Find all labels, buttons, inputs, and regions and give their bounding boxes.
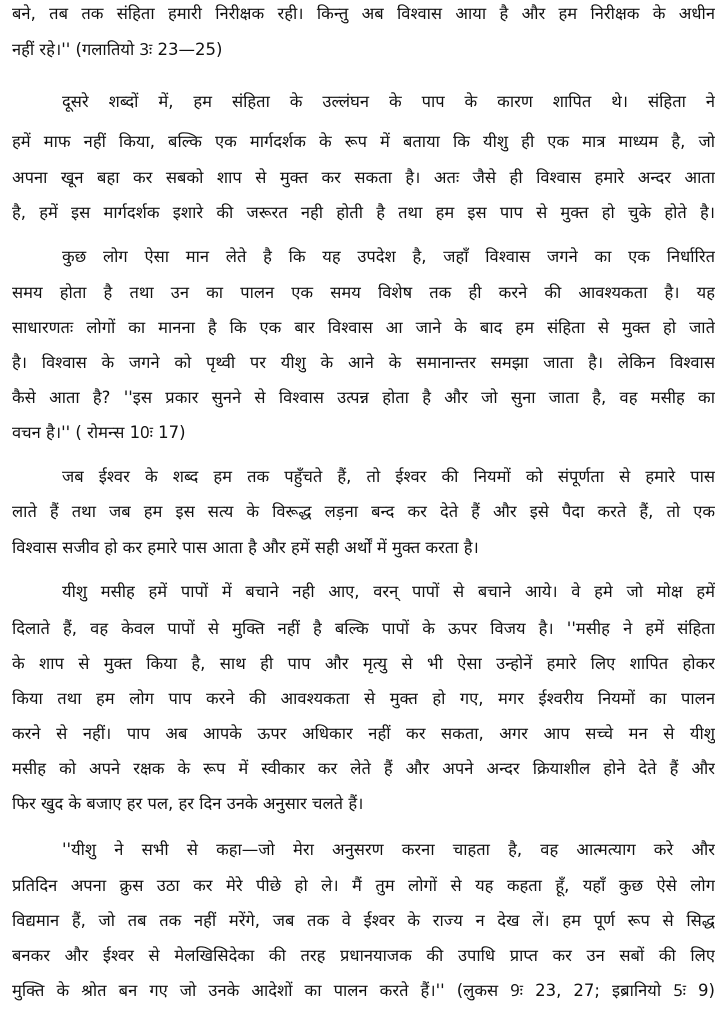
paragraph-6-line-5: मुक्ति के श्रोत बन गए जो उनके आदेशों का पालन करते हैं।'' (लुकस 9ः 23, 27; इब्रानियो 5ः 9) (12, 981, 715, 1000)
paragraph-4-line-2: लाते हैं तथा जब हम इस सत्य के विरूद्ध लड़ना बन्द कर देते हैं और इसे पैदा करते हैं, तो एक (12, 502, 715, 521)
paragraph-4-line-1: जब ईश्वर के शब्द हम तक पहुँचते हैं, तो ईश्वर की नियमों को संपूर्णता से हमारे पास (62, 467, 715, 486)
paragraph-5-line-4: किया तथा हम लोग पाप करने की आवश्यकता से मुक्त हो गए, मगर ईश्वरीय नियमों का पालन (12, 689, 715, 708)
paragraph-2-line-3: अपना खून बहा कर सबको शाप से मुक्त कर सकता है। अतः जैसे ही विश्वास हमारे अन्दर आता (12, 168, 715, 187)
paragraph-4-line-3: विश्वास सजीव हो कर हमारे पास आता है और हमें सही अर्थों में मुक्त करता है। (12, 538, 479, 557)
paragraph-3-line-3: साधारणतः लोगों का मानना है कि एक बार विश्वास आ जाने के बाद हम संहिता से मुक्त हो जाते (12, 318, 715, 337)
paragraph-5-line-6: मसीह को अपने रक्षक के रूप में स्वीकार कर लेते हैं और अपने अन्दर क्रियाशील होने देते हैं और (12, 759, 715, 778)
paragraph-1-line-2: नहीं रहे।'' (गलातियो 3ः 23—25) (12, 40, 223, 59)
paragraph-6-line-2: प्रतिदिन अपना क्रुस उठा कर मेरे पीछे हो ले। मैं तुम लोगों से यह कहता हूँ, यहाँ कुछ ऐसे लोग (12, 876, 715, 895)
paragraph-2-line-1: दूसरे शब्दों में, हम संहिता के उल्लंघन के पाप के कारण शापित थे। संहिता ने (62, 92, 715, 111)
paragraph-6-line-4: बनकर और ईश्वर से मेलखिसिदेका की तरह प्रधानयाजक की उपाधि प्राप्त कर उन सबों की लिए (12, 946, 715, 965)
paragraph-6-line-1: ''यीशु ने सभी से कहा—जो मेरा अनुसरण करना चाहता है, वह आत्मत्याग करे और (62, 840, 715, 859)
paragraph-3-line-4: है। विश्वास के जगने को पृथ्वी पर यीशु के आने के समानान्तर समझा जाता है। लेकिन विश्वास (12, 353, 715, 372)
paragraph-1-line-1: बने, तब तक संहिता हमारी निरीक्षक रही। किन्तु अब विश्वास आया है और हम निरीक्षक के अधीन (12, 4, 715, 23)
paragraph-2-line-4: है, हमें इस मार्गदर्शक इशारे की जरूरत नही होती है तथा हम इस पाप से मुक्त हो चुके होते है। (12, 203, 715, 222)
paragraph-3-line-5: कैसे आता है? ''इस प्रकार सुनने से विश्वास उत्पन्न होता है और जो सुना जाता है, वह मसीह का (12, 388, 715, 407)
paragraph-5-line-2: दिलाते हैं, वह केवल पापों से मुक्ति नहीं है बल्कि पापों के ऊपर विजय है। ''मसीह ने हमें संहिता (12, 619, 715, 638)
paragraph-5-line-1: यीशु मसीह हमें पापों में बचाने नही आए, वरन् पापों से बचाने आये। वे हमे जो मोक्ष हमें (62, 582, 715, 601)
paragraph-5-line-3: के शाप से मुक्त किया है, साथ ही पाप और मृत्यु से भी ऐसा उन्होनें हमारे लिए शापित होकर (12, 654, 715, 673)
paragraph-3-line-6: वचन है।'' ( रोमन्स 10ः 17) (12, 423, 186, 442)
paragraph-3-line-1: कुछ लोग ऐसा मान लेते है कि यह उपदेश है, जहाँ विश्वास जगने का एक निर्धारित (62, 247, 715, 266)
paragraph-5-line-5: करने से नहीं। पाप अब आपके ऊपर अधिकार नहीं कर सकता, अगर आप सच्चे मन से यीशु (12, 724, 715, 743)
paragraph-5-line-7: फिर खुद के बजाए हर पल, हर दिन उनके अनुसार चलते हैं। (12, 794, 364, 813)
paragraph-2-line-2: हमें माफ नहीं किया, बल्कि एक मार्गदर्शक के रूप में बताया कि यीशु ही एक मात्र माध्यम है, जो (12, 132, 715, 151)
paragraph-3-line-2: समय होता है तथा उन का पालन एक समय विशेष तक ही करने की आवश्यकता है। यह (12, 283, 715, 302)
paragraph-6-line-3: विद्यमान हैं, जो तब तक नहीं मरेंगे, जब तक वे ईश्वर के राज्य न देख लें। हम पूर्ण रूप से सिद्ध (12, 911, 715, 930)
